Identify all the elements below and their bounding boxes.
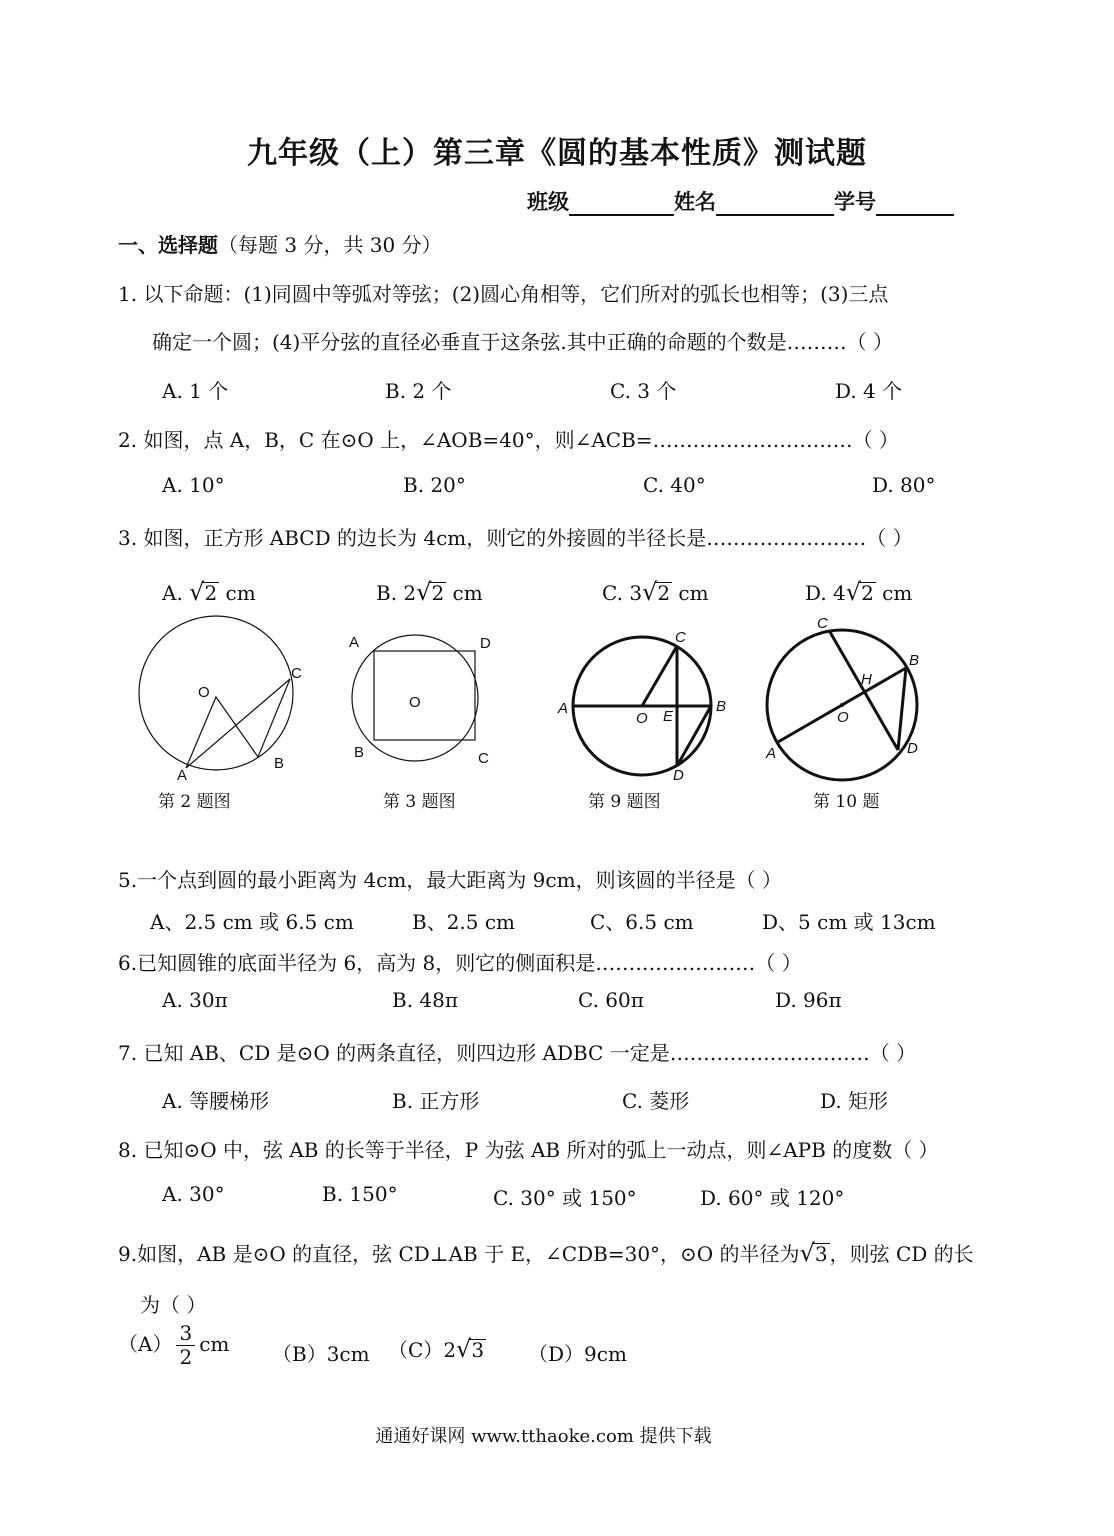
q1-line2: 确定一个圆；(4)平分弦的直径必垂直于这条弦.其中正确的命题的个数是………（ ）: [152, 330, 894, 354]
class-blank: [569, 192, 674, 216]
fig3-label-d: D: [480, 635, 491, 652]
q2-option-a: A. 10°: [162, 473, 225, 497]
fig10-label-d: D: [907, 740, 918, 757]
figures-svg: [0, 600, 1087, 812]
q8-text: 8. 已知⊙O 中，弦 AB 的长等于半径，P 为弦 AB 所对的弧上一动点，则∠APB 的度数（ ）: [118, 1138, 939, 1162]
q3-option-a: A. √2 cm: [162, 578, 256, 606]
q9-fraction: $\frac{3}{2}$: [176, 1322, 195, 1369]
id-blank: [876, 192, 954, 216]
q8-option-b: B. 150°: [322, 1182, 398, 1206]
fig9-label-c: C: [675, 629, 686, 646]
fig9-label-e: E: [663, 708, 674, 725]
q6-option-b: B. 48π: [392, 988, 459, 1012]
fig2-label-o: O: [198, 684, 210, 701]
figure-2: [139, 616, 302, 784]
q1-option-c: C. 3 个: [610, 379, 677, 403]
fig9-label-a: A: [558, 700, 569, 717]
q9-option-c: （C）2√3: [388, 1335, 485, 1363]
q8-option-a: A. 30°: [162, 1182, 225, 1206]
q9-line2: 为（ ）: [140, 1293, 207, 1317]
q7-option-b: B. 正方形: [392, 1089, 480, 1113]
q2-option-c: C. 40°: [643, 473, 706, 497]
fig3-square: [374, 651, 475, 740]
q3-option-c: C. 3√2 cm: [602, 578, 709, 606]
q3-option-d: D. 4√2 cm: [805, 578, 913, 606]
fig9-label-b: B: [716, 698, 727, 715]
class-label: 班级: [527, 190, 569, 214]
fig10-label-b: B: [909, 652, 920, 669]
q3-text: 3. 如图，正方形 ABCD 的边长为 4cm，则它的外接圆的半径长是……………………（ ）: [118, 526, 913, 550]
q6-option-a: A. 30π: [162, 988, 228, 1012]
q2-text: 2. 如图，点 A，B，C 在⊙O 上，∠AOB=40°，则∠ACB=…………………………（ ）: [118, 428, 899, 452]
q5-option-c: C、6.5 cm: [590, 910, 694, 934]
fig10-label-o: O: [837, 709, 849, 726]
fig2-label-a: A: [177, 767, 188, 784]
fig10-caption: 第 10 题: [813, 792, 880, 812]
fig3-label-b: B: [354, 744, 365, 761]
q1-option-b: B. 2 个: [385, 379, 452, 403]
fig10-label-h: H: [861, 671, 872, 688]
q2-option-d: D. 80°: [872, 473, 936, 497]
fig9-caption: 第 9 题图: [588, 792, 661, 812]
fig2-caption: 第 2 题图: [158, 792, 231, 812]
q6-text: 6.已知圆锥的底面半径为 6，高为 8，则它的侧面积是……………………（ ）: [118, 951, 802, 975]
q7-text: 7. 已知 AB、CD 是⊙O 的两条直径，则四边形 ADBC 一定是…………………………（ ）: [118, 1041, 917, 1065]
q6-option-d: D. 96π: [775, 988, 842, 1012]
fig3-label-a: A: [349, 634, 360, 651]
fig10-center-dot: [840, 703, 844, 707]
footer-text: 通通好课网 www.tthaoke.com 提供下载: [375, 1426, 712, 1447]
fig9-radius-oc: [642, 646, 677, 706]
fig10-label-a: A: [766, 745, 777, 762]
name-blank: [716, 192, 834, 216]
q5-option-a: A、2.5 cm 或 6.5 cm: [150, 910, 354, 934]
q8-option-d: D. 60° 或 120°: [700, 1186, 845, 1210]
q7-option-a: A. 等腰梯形: [162, 1089, 270, 1113]
q5-option-d: D、5 cm 或 13cm: [762, 910, 936, 934]
fig2-circle: [139, 616, 293, 770]
q3-option-b: B. 2√2 cm: [376, 578, 483, 606]
fig9-label-d: D: [673, 767, 684, 784]
q9-option-d: （D）9cm: [528, 1342, 627, 1366]
section-header: [118, 229, 442, 258]
q8-option-c: C. 30° 或 150°: [493, 1186, 637, 1210]
q1-option-d: D. 4 个: [835, 379, 903, 403]
q7-option-c: C. 菱形: [622, 1089, 690, 1113]
q5-text: 5.一个点到圆的最小距离为 4cm，最大距离为 9cm，则该圆的半径是（ ）: [118, 868, 782, 892]
fig10-chord-bd: [898, 668, 906, 750]
q5-option-b: B、2.5 cm: [412, 910, 516, 934]
q2-option-b: B. 20°: [403, 473, 466, 497]
q9-line1: 9.如图，AB 是⊙O 的直径，弦 CD⊥AB 于 E，∠CDB=30°，⊙O 的半径为√3 ，则弦 CD 的长: [118, 1239, 974, 1267]
q1-line1: 1. 以下命题：(1)同圆中等弧对等弦；(2)圆心角相等，它们所对的弧长也相等；(3)三点: [118, 282, 889, 306]
id-label: 学号: [834, 190, 876, 214]
fig9-label-o: O: [636, 710, 648, 727]
fig2-label-b: B: [274, 755, 285, 772]
figure-9: [557, 629, 726, 784]
fig3-caption: 第 3 题图: [383, 792, 456, 812]
fig10-diameter-cd: [830, 632, 898, 750]
section-label: 一、选择题: [118, 233, 218, 257]
q9-option-b: （B）3cm: [272, 1342, 370, 1366]
q6-option-c: C. 60π: [578, 988, 644, 1012]
name-label: 姓名: [674, 190, 716, 214]
q1-option-a: A. 1 个: [162, 379, 229, 403]
figure-10: [765, 615, 919, 780]
student-info: [527, 186, 954, 216]
fig2-label-c: C: [291, 665, 302, 682]
page-title: 九年级（上）第三章《圆的基本性质》测试题: [247, 136, 867, 171]
fig9-chord-db: [677, 706, 711, 766]
q9-option-a: （A） $\frac{3}{2}$ cm: [118, 1321, 230, 1369]
fig10-label-c: C: [817, 615, 828, 632]
fig3-label-o: O: [409, 694, 421, 711]
figure-3: [349, 634, 491, 767]
section-note: （每题 3 分，共 30 分）: [218, 233, 442, 257]
fig3-label-c: C: [478, 750, 489, 767]
q7-option-d: D. 矩形: [820, 1089, 889, 1113]
